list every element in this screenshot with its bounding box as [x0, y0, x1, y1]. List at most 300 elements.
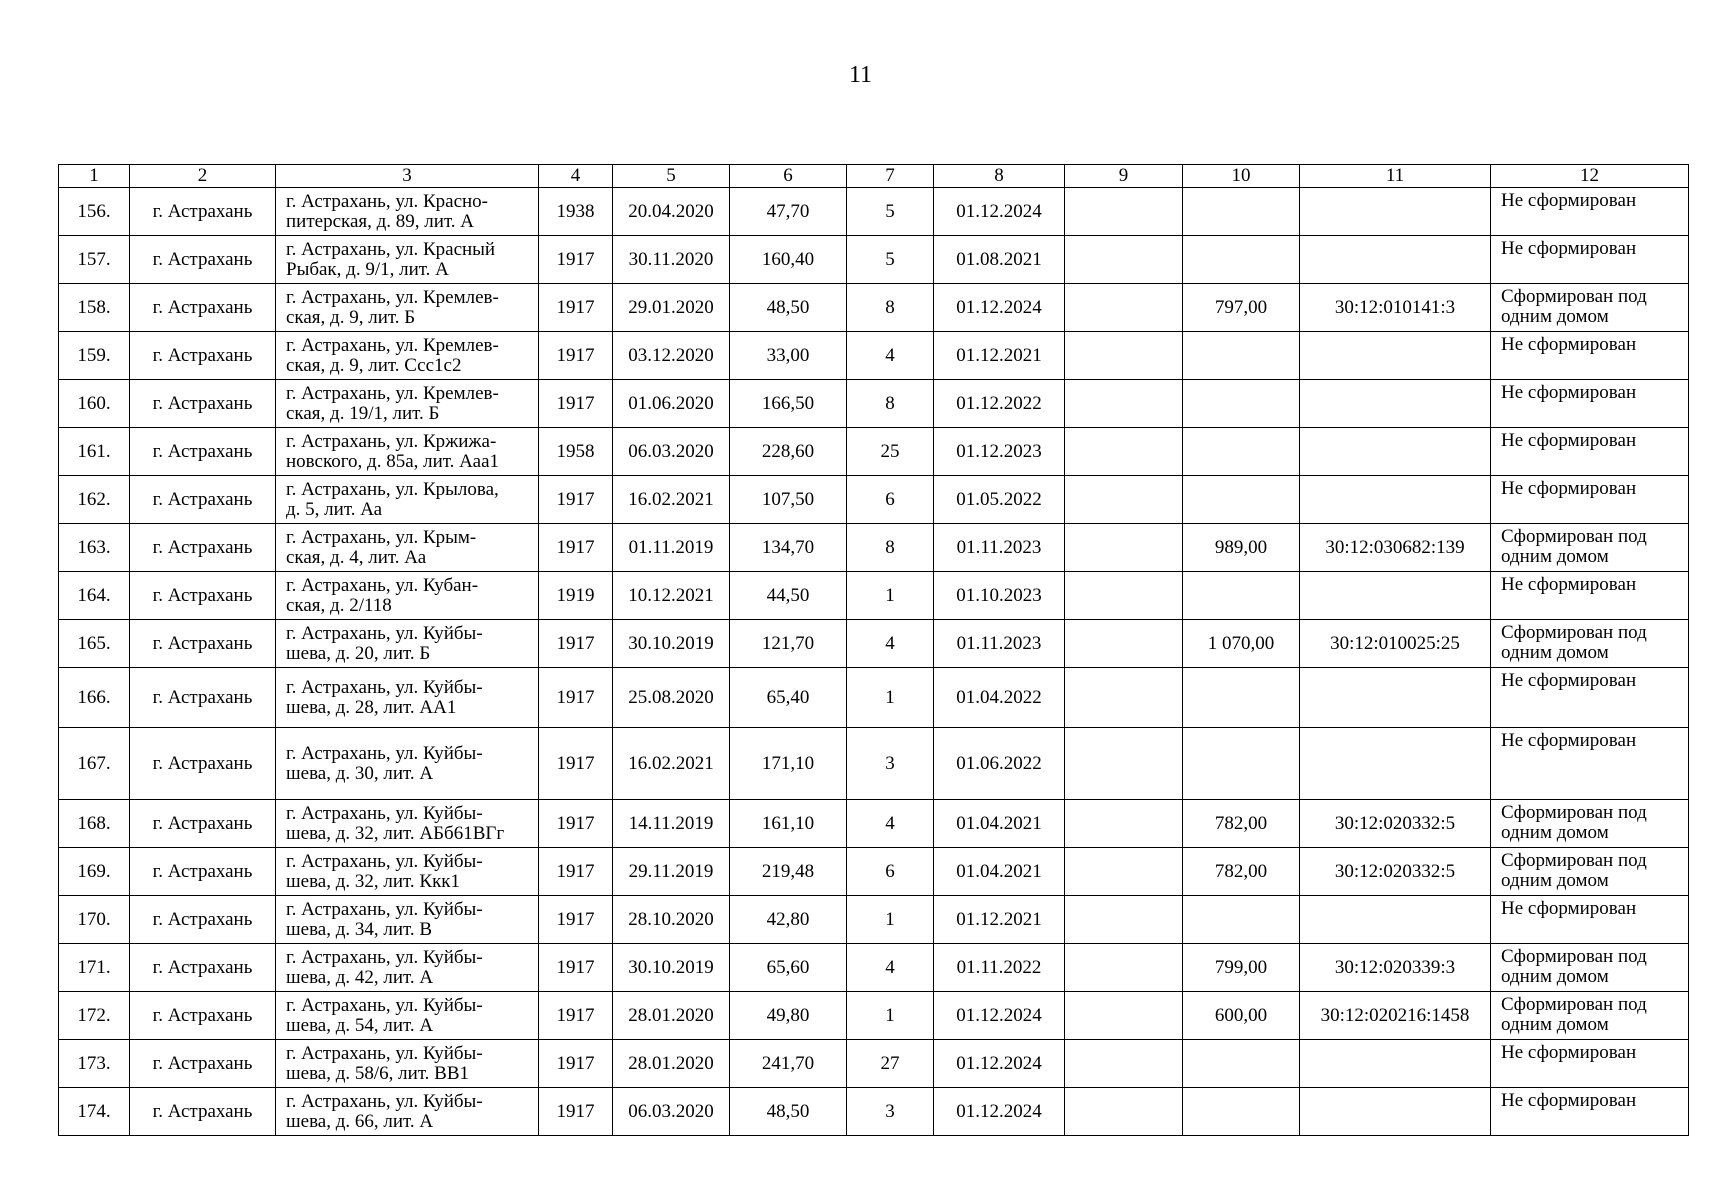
date-cell: 06.03.2020	[613, 428, 730, 476]
column-header: 2	[130, 165, 276, 188]
date-cell: 16.02.2021	[613, 476, 730, 524]
cadastral-number-cell	[1300, 896, 1491, 944]
year-cell: 1917	[539, 668, 613, 728]
year-cell: 1917	[539, 620, 613, 668]
address-line-1: г. Астрахань, ул. Кубан-	[286, 574, 479, 596]
table-row	[59, 572, 1689, 620]
area-cell: 107,50	[730, 476, 847, 524]
date-cell: 30.10.2019	[613, 944, 730, 992]
address-line-1: г. Астрахань, ул. Куйбы-	[286, 898, 483, 920]
date-cell: 06.03.2020	[613, 1088, 730, 1136]
date-cell: 03.12.2020	[613, 332, 730, 380]
table-body	[59, 188, 1689, 1136]
area-cell: 65,60	[730, 944, 847, 992]
land-area-cell: 799,00	[1183, 944, 1300, 992]
status-line-2: одним домом	[1501, 966, 1609, 987]
city-cell: г. Астрахань	[130, 944, 276, 992]
status-line-2: одним домом	[1501, 870, 1609, 891]
status-cell	[1491, 1040, 1689, 1088]
address-line-1: г. Астрахань, ул. Куйбы-	[286, 802, 483, 824]
area-cell: 219,48	[730, 848, 847, 896]
year-cell: 1917	[539, 848, 613, 896]
land-area-cell	[1183, 572, 1300, 620]
area-cell: 166,50	[730, 380, 847, 428]
column-9-cell	[1065, 572, 1183, 620]
status-cell	[1491, 524, 1689, 572]
address-cell	[276, 1088, 539, 1136]
status-cell	[1491, 896, 1689, 944]
status-line-1: Не сформирован	[1501, 382, 1637, 403]
area-cell: 171,10	[730, 728, 847, 800]
column-9-cell	[1065, 524, 1183, 572]
status-line-1: Не сформирован	[1501, 334, 1637, 355]
row-number-cell: 173.	[59, 1040, 130, 1088]
status-cell	[1491, 1088, 1689, 1136]
address-line-2: ская, д. 9, лит. Ссс1с2	[286, 354, 462, 376]
city-cell: г. Астрахань	[130, 728, 276, 800]
area-cell: 47,70	[730, 188, 847, 236]
status-cell	[1491, 380, 1689, 428]
land-area-cell	[1183, 188, 1300, 236]
address-line-2: питерская, д. 89, лит. А	[286, 210, 475, 232]
cadastral-number-cell: 30:12:020332:5	[1300, 800, 1491, 848]
status-line-2: одним домом	[1501, 306, 1609, 327]
cadastral-number-cell	[1300, 380, 1491, 428]
deadline-cell: 01.04.2021	[934, 848, 1065, 896]
address-line-2: Рыбак, д. 9/1, лит. А	[286, 258, 449, 280]
date-cell: 28.10.2020	[613, 896, 730, 944]
count-cell: 4	[847, 944, 934, 992]
row-number-cell: 170.	[59, 896, 130, 944]
column-header: 11	[1300, 165, 1491, 188]
year-cell: 1938	[539, 188, 613, 236]
status-line-1: Сформирован под	[1501, 946, 1647, 967]
address-line-1: г. Астрахань, ул. Кремлев-	[286, 334, 499, 356]
row-number-cell: 166.	[59, 668, 130, 728]
table-row	[59, 284, 1689, 332]
address-line-2: ская, д. 2/118	[286, 594, 392, 616]
year-cell: 1917	[539, 944, 613, 992]
cadastral-number-cell	[1300, 668, 1491, 728]
land-area-cell	[1183, 668, 1300, 728]
area-cell: 42,80	[730, 896, 847, 944]
address-cell	[276, 896, 539, 944]
column-9-cell	[1065, 332, 1183, 380]
deadline-cell: 01.04.2021	[934, 800, 1065, 848]
status-line-1: Сформирован под	[1501, 802, 1647, 823]
address-line-1: г. Астрахань, ул. Куйбы-	[286, 1090, 483, 1112]
address-cell	[276, 524, 539, 572]
address-line-2: ская, д. 4, лит. Аа	[286, 546, 427, 568]
address-line-1: г. Астрахань, ул. Куйбы-	[286, 994, 483, 1016]
row-number-cell: 163.	[59, 524, 130, 572]
date-cell: 25.08.2020	[613, 668, 730, 728]
table-row	[59, 620, 1689, 668]
cadastral-number-cell	[1300, 728, 1491, 800]
city-cell: г. Астрахань	[130, 524, 276, 572]
column-header: 5	[613, 165, 730, 188]
status-line-1: Не сформирован	[1501, 190, 1637, 211]
area-cell: 241,70	[730, 1040, 847, 1088]
column-9-cell	[1065, 896, 1183, 944]
year-cell: 1917	[539, 992, 613, 1040]
address-line-2: д. 5, лит. Аа	[286, 498, 383, 520]
deadline-cell: 01.11.2022	[934, 944, 1065, 992]
cadastral-number-cell	[1300, 1040, 1491, 1088]
registry-table	[58, 164, 1689, 1136]
date-cell: 16.02.2021	[613, 728, 730, 800]
address-line-2: шева, д. 42, лит. А	[286, 966, 434, 988]
status-cell	[1491, 332, 1689, 380]
count-cell: 1	[847, 896, 934, 944]
date-cell: 28.01.2020	[613, 992, 730, 1040]
deadline-cell: 01.12.2024	[934, 992, 1065, 1040]
year-cell: 1917	[539, 284, 613, 332]
year-cell: 1917	[539, 236, 613, 284]
city-cell: г. Астрахань	[130, 800, 276, 848]
column-9-cell	[1065, 992, 1183, 1040]
status-line-1: Не сформирован	[1501, 730, 1637, 751]
address-cell	[276, 236, 539, 284]
year-cell: 1917	[539, 1040, 613, 1088]
column-9-cell	[1065, 188, 1183, 236]
row-number-cell: 169.	[59, 848, 130, 896]
status-line-1: Не сформирован	[1501, 238, 1637, 259]
column-9-cell	[1065, 668, 1183, 728]
city-cell: г. Астрахань	[130, 620, 276, 668]
row-number-cell: 164.	[59, 572, 130, 620]
year-cell: 1917	[539, 332, 613, 380]
address-cell	[276, 332, 539, 380]
table-row	[59, 992, 1689, 1040]
deadline-cell: 01.12.2024	[934, 1040, 1065, 1088]
row-number-cell: 159.	[59, 332, 130, 380]
city-cell: г. Астрахань	[130, 1040, 276, 1088]
count-cell: 8	[847, 284, 934, 332]
row-number-cell: 156.	[59, 188, 130, 236]
address-line-1: г. Астрахань, ул. Куйбы-	[286, 676, 483, 698]
area-cell: 33,00	[730, 332, 847, 380]
count-cell: 6	[847, 848, 934, 896]
row-number-cell: 160.	[59, 380, 130, 428]
count-cell: 4	[847, 800, 934, 848]
column-9-cell	[1065, 800, 1183, 848]
status-cell	[1491, 428, 1689, 476]
address-line-2: шева, д. 54, лит. А	[286, 1014, 434, 1036]
status-line-2: одним домом	[1501, 822, 1609, 843]
city-cell: г. Астрахань	[130, 428, 276, 476]
status-cell	[1491, 284, 1689, 332]
cadastral-number-cell: 30:12:010141:3	[1300, 284, 1491, 332]
city-cell: г. Астрахань	[130, 380, 276, 428]
deadline-cell: 01.12.2024	[934, 284, 1065, 332]
status-cell	[1491, 668, 1689, 728]
date-cell: 20.04.2020	[613, 188, 730, 236]
status-line-1: Не сформирован	[1501, 670, 1637, 691]
count-cell: 3	[847, 728, 934, 800]
land-area-cell	[1183, 1088, 1300, 1136]
table-header	[59, 165, 1689, 188]
table-row	[59, 848, 1689, 896]
count-cell: 5	[847, 236, 934, 284]
date-cell: 28.01.2020	[613, 1040, 730, 1088]
address-cell	[276, 188, 539, 236]
area-cell: 44,50	[730, 572, 847, 620]
table-row	[59, 188, 1689, 236]
address-line-1: г. Астрахань, ул. Крылова,	[286, 478, 499, 500]
address-line-2: шева, д. 32, лит. АБб61ВГг	[286, 822, 505, 844]
address-line-1: г. Астрахань, ул. Куйбы-	[286, 1042, 483, 1064]
column-number-row	[59, 165, 1689, 188]
deadline-cell: 01.12.2021	[934, 332, 1065, 380]
status-cell	[1491, 944, 1689, 992]
table-row	[59, 476, 1689, 524]
status-line-1: Сформирован под	[1501, 622, 1647, 643]
deadline-cell: 01.12.2024	[934, 1088, 1065, 1136]
address-cell	[276, 1040, 539, 1088]
row-number-cell: 167.	[59, 728, 130, 800]
deadline-cell: 01.12.2022	[934, 380, 1065, 428]
count-cell: 25	[847, 428, 934, 476]
date-cell: 01.06.2020	[613, 380, 730, 428]
year-cell: 1917	[539, 896, 613, 944]
deadline-cell: 01.12.2023	[934, 428, 1065, 476]
count-cell: 5	[847, 188, 934, 236]
table-row	[59, 728, 1689, 800]
cadastral-number-cell	[1300, 428, 1491, 476]
count-cell: 4	[847, 332, 934, 380]
land-area-cell: 797,00	[1183, 284, 1300, 332]
area-cell: 228,60	[730, 428, 847, 476]
status-cell	[1491, 728, 1689, 800]
address-line-1: г. Астрахань, ул. Куйбы-	[286, 946, 483, 968]
count-cell: 8	[847, 380, 934, 428]
status-cell	[1491, 236, 1689, 284]
status-line-1: Не сформирован	[1501, 898, 1637, 919]
status-cell	[1491, 188, 1689, 236]
cadastral-number-cell	[1300, 236, 1491, 284]
deadline-cell: 01.11.2023	[934, 620, 1065, 668]
status-line-1: Сформирован под	[1501, 286, 1647, 307]
status-line-1: Сформирован под	[1501, 526, 1647, 547]
address-line-1: г. Астрахань, ул. Красно-	[286, 190, 488, 212]
status-line-1: Сформирован под	[1501, 850, 1647, 871]
column-header: 12	[1491, 165, 1689, 188]
year-cell: 1917	[539, 728, 613, 800]
cadastral-number-cell	[1300, 1088, 1491, 1136]
column-9-cell	[1065, 728, 1183, 800]
city-cell: г. Астрахань	[130, 284, 276, 332]
cadastral-number-cell	[1300, 572, 1491, 620]
land-area-cell	[1183, 332, 1300, 380]
status-line-2: одним домом	[1501, 1014, 1609, 1035]
city-cell: г. Астрахань	[130, 332, 276, 380]
city-cell: г. Астрахань	[130, 476, 276, 524]
column-header: 6	[730, 165, 847, 188]
area-cell: 48,50	[730, 1088, 847, 1136]
address-cell	[276, 992, 539, 1040]
land-area-cell	[1183, 380, 1300, 428]
row-number-cell: 172.	[59, 992, 130, 1040]
address-cell	[276, 476, 539, 524]
status-line-2: одним домом	[1501, 642, 1609, 663]
table-row	[59, 800, 1689, 848]
table-row	[59, 1088, 1689, 1136]
land-area-cell	[1183, 428, 1300, 476]
status-line-2: одним домом	[1501, 546, 1609, 567]
status-line-1: Не сформирован	[1501, 430, 1637, 451]
address-cell	[276, 668, 539, 728]
year-cell: 1919	[539, 572, 613, 620]
status-line-1: Не сформирован	[1501, 1090, 1637, 1111]
column-9-cell	[1065, 284, 1183, 332]
row-number-cell: 171.	[59, 944, 130, 992]
status-line-1: Не сформирован	[1501, 574, 1637, 595]
address-cell	[276, 620, 539, 668]
year-cell: 1917	[539, 524, 613, 572]
table-row	[59, 1040, 1689, 1088]
area-cell: 65,40	[730, 668, 847, 728]
address-line-1: г. Астрахань, ул. Кремлев-	[286, 382, 499, 404]
table-row	[59, 668, 1689, 728]
address-line-2: шева, д. 32, лит. Ккк1	[286, 870, 461, 892]
status-cell	[1491, 800, 1689, 848]
column-header: 10	[1183, 165, 1300, 188]
date-cell: 10.12.2021	[613, 572, 730, 620]
address-cell	[276, 428, 539, 476]
row-number-cell: 158.	[59, 284, 130, 332]
count-cell: 3	[847, 1088, 934, 1136]
area-cell: 48,50	[730, 284, 847, 332]
address-line-1: г. Астрахань, ул. Кремлев-	[286, 286, 499, 308]
deadline-cell: 01.04.2022	[934, 668, 1065, 728]
column-9-cell	[1065, 848, 1183, 896]
cadastral-number-cell: 30:12:020339:3	[1300, 944, 1491, 992]
address-cell	[276, 728, 539, 800]
land-area-cell	[1183, 236, 1300, 284]
city-cell: г. Астрахань	[130, 848, 276, 896]
address-line-2: ская, д. 19/1, лит. Б	[286, 402, 440, 424]
row-number-cell: 168.	[59, 800, 130, 848]
address-line-1: г. Астрахань, ул. Куйбы-	[286, 742, 483, 764]
date-cell: 29.01.2020	[613, 284, 730, 332]
deadline-cell: 01.10.2023	[934, 572, 1065, 620]
land-area-cell	[1183, 1040, 1300, 1088]
cadastral-number-cell	[1300, 476, 1491, 524]
land-area-cell	[1183, 896, 1300, 944]
year-cell: 1958	[539, 428, 613, 476]
area-cell: 49,80	[730, 992, 847, 1040]
land-area-cell: 782,00	[1183, 800, 1300, 848]
address-line-2: шева, д. 30, лит. А	[286, 762, 434, 784]
date-cell: 14.11.2019	[613, 800, 730, 848]
date-cell: 01.11.2019	[613, 524, 730, 572]
column-header: 3	[276, 165, 539, 188]
deadline-cell: 01.06.2022	[934, 728, 1065, 800]
column-9-cell	[1065, 1040, 1183, 1088]
column-9-cell	[1065, 428, 1183, 476]
land-area-cell	[1183, 728, 1300, 800]
table-row	[59, 380, 1689, 428]
deadline-cell: 01.12.2024	[934, 188, 1065, 236]
address-line-1: г. Астрахань, ул. Куйбы-	[286, 622, 483, 644]
table-row	[59, 428, 1689, 476]
deadline-cell: 01.05.2022	[934, 476, 1065, 524]
address-line-2: шева, д. 66, лит. А	[286, 1110, 434, 1132]
address-line-2: шева, д. 58/6, лит. ВВ1	[286, 1062, 470, 1084]
year-cell: 1917	[539, 380, 613, 428]
status-line-1: Не сформирован	[1501, 1042, 1637, 1063]
address-line-2: новского, д. 85а, лит. Ааа1	[286, 450, 500, 472]
table-row	[59, 332, 1689, 380]
column-header: 1	[59, 165, 130, 188]
year-cell: 1917	[539, 476, 613, 524]
cadastral-number-cell: 30:12:020216:1458	[1300, 992, 1491, 1040]
table-row	[59, 944, 1689, 992]
land-area-cell: 989,00	[1183, 524, 1300, 572]
status-cell	[1491, 572, 1689, 620]
column-9-cell	[1065, 380, 1183, 428]
cadastral-number-cell: 30:12:010025:25	[1300, 620, 1491, 668]
column-9-cell	[1065, 620, 1183, 668]
column-9-cell	[1065, 476, 1183, 524]
row-number-cell: 162.	[59, 476, 130, 524]
column-header: 8	[934, 165, 1065, 188]
page-number: 11	[848, 62, 873, 88]
column-header: 7	[847, 165, 934, 188]
address-line-1: г. Астрахань, ул. Куйбы-	[286, 850, 483, 872]
address-cell	[276, 944, 539, 992]
row-number-cell: 157.	[59, 236, 130, 284]
area-cell: 160,40	[730, 236, 847, 284]
date-cell: 29.11.2019	[613, 848, 730, 896]
address-cell	[276, 800, 539, 848]
column-header: 9	[1065, 165, 1183, 188]
land-area-cell: 782,00	[1183, 848, 1300, 896]
city-cell: г. Астрахань	[130, 572, 276, 620]
year-cell: 1917	[539, 1088, 613, 1136]
count-cell: 1	[847, 572, 934, 620]
year-cell: 1917	[539, 800, 613, 848]
city-cell: г. Астрахань	[130, 236, 276, 284]
status-cell	[1491, 992, 1689, 1040]
count-cell: 1	[847, 992, 934, 1040]
area-cell: 121,70	[730, 620, 847, 668]
address-line-2: шева, д. 20, лит. Б	[286, 642, 431, 664]
status-line-1: Сформирован под	[1501, 994, 1647, 1015]
column-9-cell	[1065, 236, 1183, 284]
count-cell: 8	[847, 524, 934, 572]
address-cell	[276, 380, 539, 428]
count-cell: 6	[847, 476, 934, 524]
address-cell	[276, 848, 539, 896]
row-number-cell: 161.	[59, 428, 130, 476]
land-area-cell: 1 070,00	[1183, 620, 1300, 668]
table-row	[59, 524, 1689, 572]
count-cell: 1	[847, 668, 934, 728]
row-number-cell: 174.	[59, 1088, 130, 1136]
city-cell: г. Астрахань	[130, 188, 276, 236]
cadastral-number-cell	[1300, 332, 1491, 380]
date-cell: 30.10.2019	[613, 620, 730, 668]
cadastral-number-cell	[1300, 188, 1491, 236]
column-9-cell	[1065, 1088, 1183, 1136]
status-line-1: Не сформирован	[1501, 478, 1637, 499]
deadline-cell: 01.12.2021	[934, 896, 1065, 944]
address-line-1: г. Астрахань, ул. Крым-	[286, 526, 477, 548]
address-line-1: г. Астрахань, ул. Кржижа-	[286, 430, 497, 452]
address-line-2: ская, д. 9, лит. Б	[286, 306, 416, 328]
